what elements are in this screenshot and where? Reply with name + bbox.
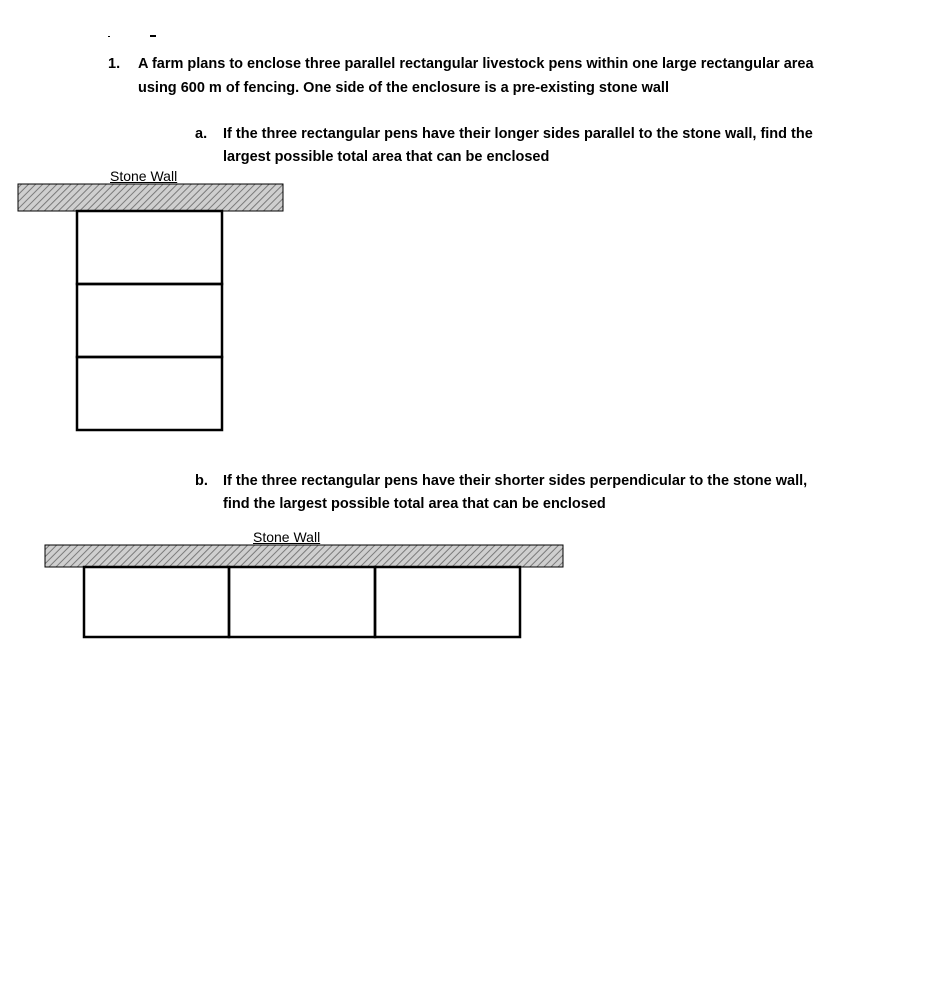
part-b-line-2: find the largest possible total area that can be enclosed (223, 496, 606, 512)
part-a-line-2: largest possible total area that can be enclosed (223, 149, 550, 165)
part-b-line-1: If the three rectangular pens have their shorter sides perpendicular to the stone wall, (223, 473, 808, 489)
part-b-label: b. (195, 473, 208, 489)
pen-b-3 (375, 567, 520, 637)
pen-b-1 (84, 567, 229, 637)
part-a-line-1: If the three rectangular pens have their longer sides parallel to the stone wall, find the (223, 126, 813, 142)
question-number: 1. (108, 56, 121, 72)
part-a-label: a. (195, 126, 208, 142)
pen-b-2 (229, 567, 375, 637)
stone-wall-label-a: Stone Wall (110, 168, 178, 184)
question-line-2: using 600 m of fencing. One side of the enclosure is a pre-existing stone wall (138, 80, 669, 96)
question-line-1: A farm plans to enclose three parallel rectangular livestock pens within one large rectangular area (138, 56, 814, 72)
stone-wall-b (45, 545, 563, 567)
stone-wall-label-b: Stone Wall (253, 529, 321, 545)
